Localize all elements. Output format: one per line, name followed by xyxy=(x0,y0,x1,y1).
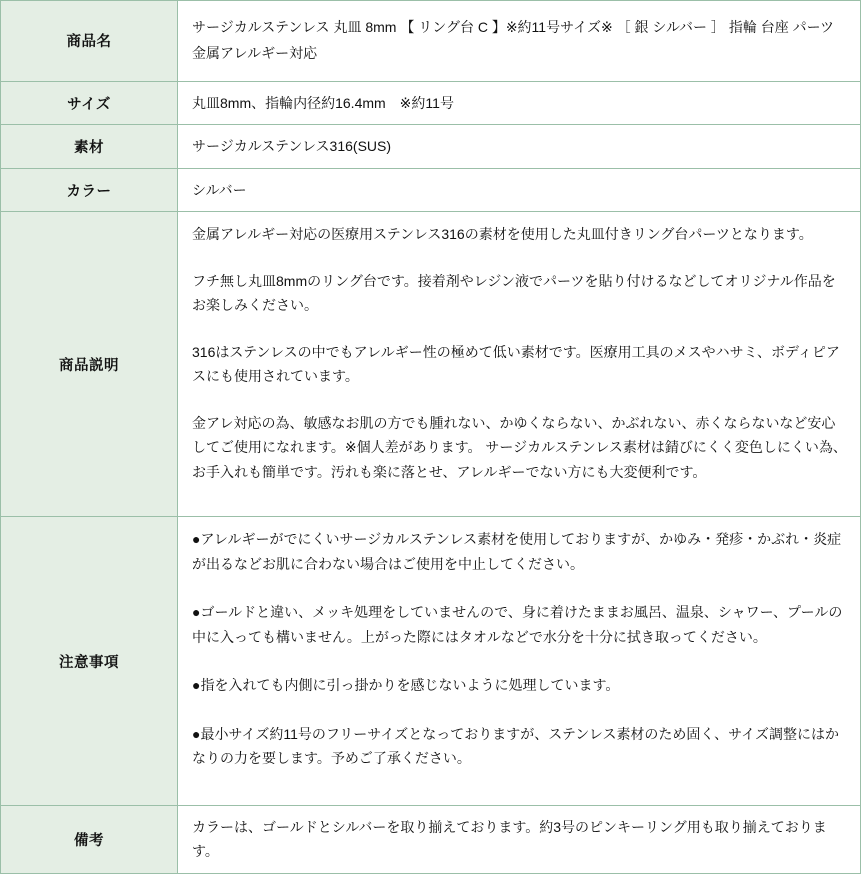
paragraph: ●指を入れても内側に引っ掛かりを感じないように処理しています。 xyxy=(192,677,620,694)
paragraph: ●ゴールドと違い、メッキ処理をしていませんので、身に着けたままお風呂、温泉、シャワー、プールの中に入っても構いません。上がった際にはタオルなどで水分を十分に拭き取ってください。 xyxy=(192,604,843,645)
paragraph: シルバー xyxy=(192,181,247,198)
row-value-product-name xyxy=(178,1,861,82)
spec-table-body xyxy=(1,1,861,874)
row-value-size xyxy=(178,81,861,125)
row-label-remarks: 備考 xyxy=(1,805,178,873)
paragraph: サージカルステンレス 丸皿 8mm 【 リング台 C 】※約11号サイズ※ ［ 銀 シルバー ］ 指輪 台座 パーツ 金属アレルギー対応 xyxy=(192,19,835,61)
paragraph: ●アレルギーがでにくいサージカルステンレス素材を使用しておりますが、かゆみ・発疹・かぶれ・炎症が出るなどお肌に合わない場合はご使用を中止してください。 xyxy=(192,531,842,572)
paragraph: サージカルステンレス316(SUS) xyxy=(192,138,392,155)
table-row xyxy=(1,805,861,873)
row-label-notes: 注意事項 xyxy=(1,517,178,806)
paragraph: ●最小サイズ約11号のフリーサイズとなっておりますが、ステンレス素材のため固く、サイズ調整にはかなりの力を要します。予めご了承ください。 xyxy=(192,725,840,767)
paragraph: 金属アレルギー対応の医療用ステンレス316の素材を使用した丸皿付きリング台パーツとなります。 xyxy=(192,226,813,243)
row-label-product-name: 商品名 xyxy=(1,1,178,82)
paragraph: 丸皿8mm、指輪内径約16.4mm ※約11号 xyxy=(192,94,454,111)
table-row xyxy=(1,168,861,212)
row-label-material: 素材 xyxy=(1,125,178,169)
row-label-size: サイズ xyxy=(1,81,178,125)
table-row xyxy=(1,517,861,806)
row-value-remarks xyxy=(178,805,861,873)
table-row xyxy=(1,212,861,517)
row-label-color: カラー xyxy=(1,168,178,212)
table-row xyxy=(1,81,861,125)
row-label-description: 商品説明 xyxy=(1,212,178,517)
row-value-notes xyxy=(178,517,861,806)
paragraph: フチ無し丸皿8mmのリング台です。接着剤やレジン液でパーツを貼り付けるなどしてオリジナル作品をお楽しみください。 xyxy=(192,272,836,314)
paragraph: 316はステンレスの中でもアレルギー性の極めて低い素材です。医療用工具のメスやハサミ、ボディピアスにも使用されています。 xyxy=(192,343,840,385)
paragraph: 金アレ対応の為、敏感なお肌の方でも腫れない、かゆくならない、かぶれない、赤くならないなど安心してご使用になれます。※個人差があります。 サージカルステンレス素材は錆びにくく変色しにくい為、お手入れも簡単です。汚れも楽に落とせ、アレルギーでない方にも大変便利です。 xyxy=(192,414,847,480)
table-row xyxy=(1,125,861,169)
table-row xyxy=(1,1,861,82)
paragraph: カラーは、ゴールドとシルバーを取り揃えております。約3号のピンキーリング用も取り揃えております。 xyxy=(192,818,827,860)
row-value-color xyxy=(178,168,861,212)
row-value-description xyxy=(178,212,861,517)
row-value-material xyxy=(178,125,861,169)
